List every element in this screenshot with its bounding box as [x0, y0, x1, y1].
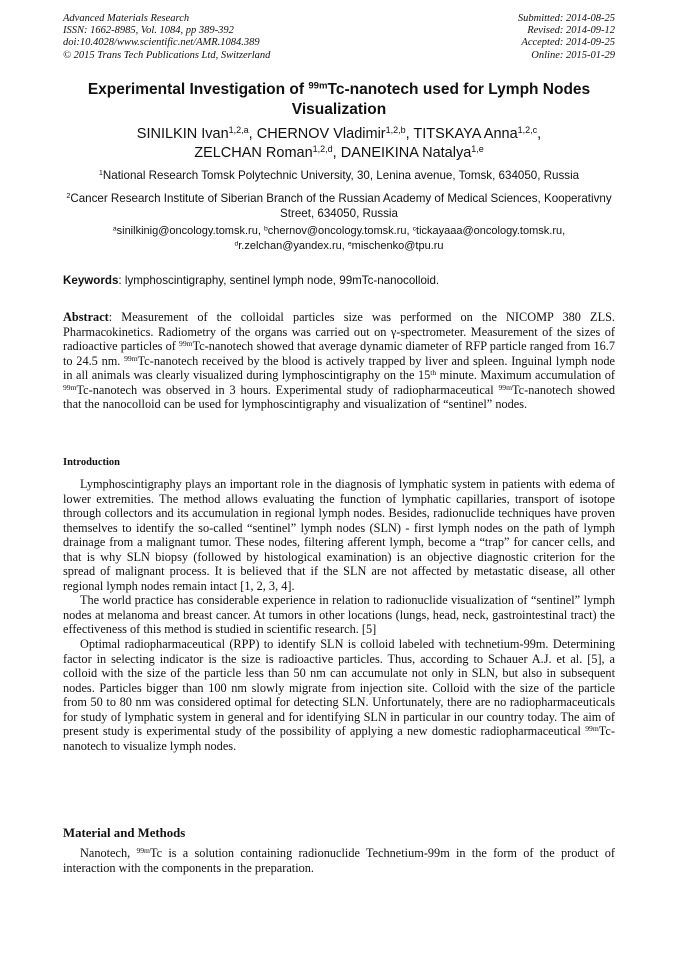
author-name: SINILKIN Ivan [136, 126, 229, 142]
paragraph-text: Tc-nanotech to visualize lymph nodes. [63, 724, 615, 753]
journal-name: Advanced Materials Research [63, 13, 190, 24]
email-link[interactable]: r.zelchan@yandex.ru [238, 240, 342, 252]
affiliation-2 [60, 191, 618, 221]
sep: , [332, 145, 341, 161]
sep: , [537, 126, 542, 142]
paragraph-text: Optimal radiopharmaceutical (RPP) to identify SLN is colloid labeled with technetium-99m. Determining factor in selecting indicator is the size is radioactive particles. Thus, according to Schauer A.J. et al. [5], a colloid with the size of the particle less than 50 nm can accumulate not only in SLN, but also in subsequent nodes. Particles bigger than 100 nm slowly migrate from injection site. Colloid with the size of the particle from 50 to 80 nm was considered optimal for detecting SLN. Unfortunately, there are no radiopharmaceuticals for study of lymphatic system in general and for identifying SLN in particular in our country today. The aim of present study is experimental study of the possibility of applying a new domestic radiopharmaceutical [63, 637, 615, 739]
abstract-label: Abstract [63, 310, 109, 324]
abstract-text: Tc-nanotech showed that the nanocolloid can be used for lymphoscintigraphy and visualization of “sentinel” nodes. [63, 382, 615, 412]
abstract-text: minute. Maximum accumulation of [436, 368, 615, 383]
author-name: TITSKAYA Anna [413, 126, 518, 142]
email-letter: e [347, 240, 352, 248]
dates-header [518, 13, 615, 62]
abstract [63, 310, 615, 412]
keywords [63, 273, 619, 288]
email-link[interactable]: mischenko@tpu.ru [351, 240, 444, 252]
abstract-text: Tc-nanotech was observed in 3 hours. Experimental study of radiopharmaceutical [76, 382, 499, 397]
abstract-text: Tc-nanotech showed that average dynamic diameter of RFP particle ranged from 16.7 to 24.5 nm. [63, 339, 615, 368]
paragraph: The world practice has considerable experience in relation to radionuclide visualization of “sentinel” lymph nodes at melanoma and breast cancer. At tumors in other locations (lungs, head, neck, gastrointestinal tract) the effectiveness of this method is studied in scientific research. [5] [63, 593, 615, 637]
introduction-body [63, 477, 615, 753]
title-text-rest: Tc-nanotech used for Lymph Nodes Visualization [291, 81, 591, 118]
paragraph-text: Nanotech, [80, 846, 137, 860]
journal-doi: doi:10.4028/www.scientific.net/AMR.1084.389 [63, 37, 260, 49]
author-name: ZELCHAN Roman [194, 145, 313, 161]
affil-text: National Research Tomsk Polytechnic University, 30, Lenina avenue, Tomsk, 634050, Russia [102, 169, 580, 182]
author-list [60, 125, 618, 163]
author-name: CHERNOV Vladimir [256, 126, 386, 142]
sep: , [257, 225, 264, 237]
email-letter: c [412, 225, 417, 233]
methods-body [63, 846, 615, 875]
title-text: Experimental Investigation of [87, 81, 309, 98]
author-affil: 1,e [471, 144, 484, 155]
isotope-sup: 99m [498, 382, 513, 392]
journal-header [63, 13, 270, 62]
date-submitted: Submitted: 2014-08-25 [517, 13, 615, 24]
journal-issn: ISSN: 1662-8985, Vol. 1084, pp 389-392 [63, 25, 234, 37]
affil-number: 2 [66, 191, 71, 201]
abstract-text: : Measurement of the colloidal particles size was performed on the NICOMP 380 ZLS. Pharmacokinetics. Radiometry of the organs was carried out on γ-spectrometer. Measurement of the sizes of radioactive particles of [63, 310, 615, 354]
date-revised: Revised: 2014-09-12 [527, 25, 615, 37]
author-emails [60, 224, 618, 254]
author-affil: 1,2,c [517, 125, 538, 136]
paper-title [60, 80, 618, 120]
date-accepted: Accepted: 2014-09-25 [521, 37, 615, 49]
paragraph: Lymphoscintigraphy plays an important role in the diagnosis of lymphatic system in patients with edema of lower extremities. The method allows evaluating the function of lymphatic capillaries, transport of isotope through collectors and its accumulation in regional lymph nodes. Besides, radionuclide techniques have proven themselves to identify the so-called “sentinel” lymph nodes (SLN) - first lymph nodes on the path of lymph drainage from a malignant tumor. These nodes, filtering afferent lymph, become a “trap” for cancer cells, and that is why SLN biopsy (followed by histological examination) is an objective diagnostic criterion for the spread of malignant process. It is believed that if the SLN are not affected by metastatic disease, all other regional lymph nodes remain intact [1, 2, 3, 4]. [63, 477, 615, 593]
sep: , [341, 240, 348, 252]
email-link[interactable]: chernov@oncology.tomsk.ru [267, 225, 407, 237]
author-affil: 1,2,b [385, 125, 406, 136]
affiliation-1 [60, 168, 618, 183]
journal-copyright: © 2015 Trans Tech Publications Ltd, Switzerland [63, 49, 271, 61]
author-name: DANEIKINA Natalya [340, 145, 472, 161]
title-sup: 99m [308, 80, 328, 92]
abstract-text: Tc-nanotech received by the blood is actively trapped by liver and spleen. Inguinal lymph node in all animals was clearly visualized during lymphoscintigraphy on the 15 [63, 353, 615, 383]
sep: , [562, 225, 566, 237]
isotope-sup: 99m [124, 353, 138, 363]
email-link[interactable]: sinilkinig@oncology.tomsk.ru [116, 225, 258, 237]
email-link[interactable]: tickayaaa@oncology.tomsk.ru [416, 225, 563, 237]
affil-number: 1 [98, 168, 103, 178]
email-letter: d [234, 240, 239, 248]
paragraph [63, 637, 615, 753]
isotope-sup: 99m [179, 338, 193, 348]
keywords-text: : lymphoscintigraphy, sentinel lymph node, 99mTc-nanocolloid. [118, 274, 440, 287]
section-heading-methods: Material and Methods [63, 826, 186, 840]
email-letter: a [112, 225, 117, 233]
isotope-sup: 99m [585, 724, 599, 734]
sep: , [406, 225, 413, 237]
ordinal-sup: th [430, 368, 437, 377]
paragraph-text: Tc is a solution containing radionuclide Technetium-99m in the form of the product of interaction with the components in the preparation. [63, 846, 616, 875]
isotope-sup: 99m [136, 845, 150, 855]
author-affil: 1,2,d [312, 144, 333, 155]
sep: , [405, 126, 414, 142]
sep: , [248, 126, 257, 142]
keywords-label: Keywords [63, 274, 119, 287]
email-letter: b [263, 225, 268, 233]
affil-text: Cancer Research Institute of Siberian Branch of the Russian Academy of Medical Sciences, Kooperativny Street, 634050, Russia [70, 192, 612, 220]
author-affil: 1,2,a [228, 125, 249, 136]
date-online: Online: 2015-01-29 [531, 49, 615, 61]
isotope-sup: 99m [63, 382, 77, 392]
section-heading-introduction: Introduction [63, 457, 120, 468]
paragraph [63, 846, 615, 875]
